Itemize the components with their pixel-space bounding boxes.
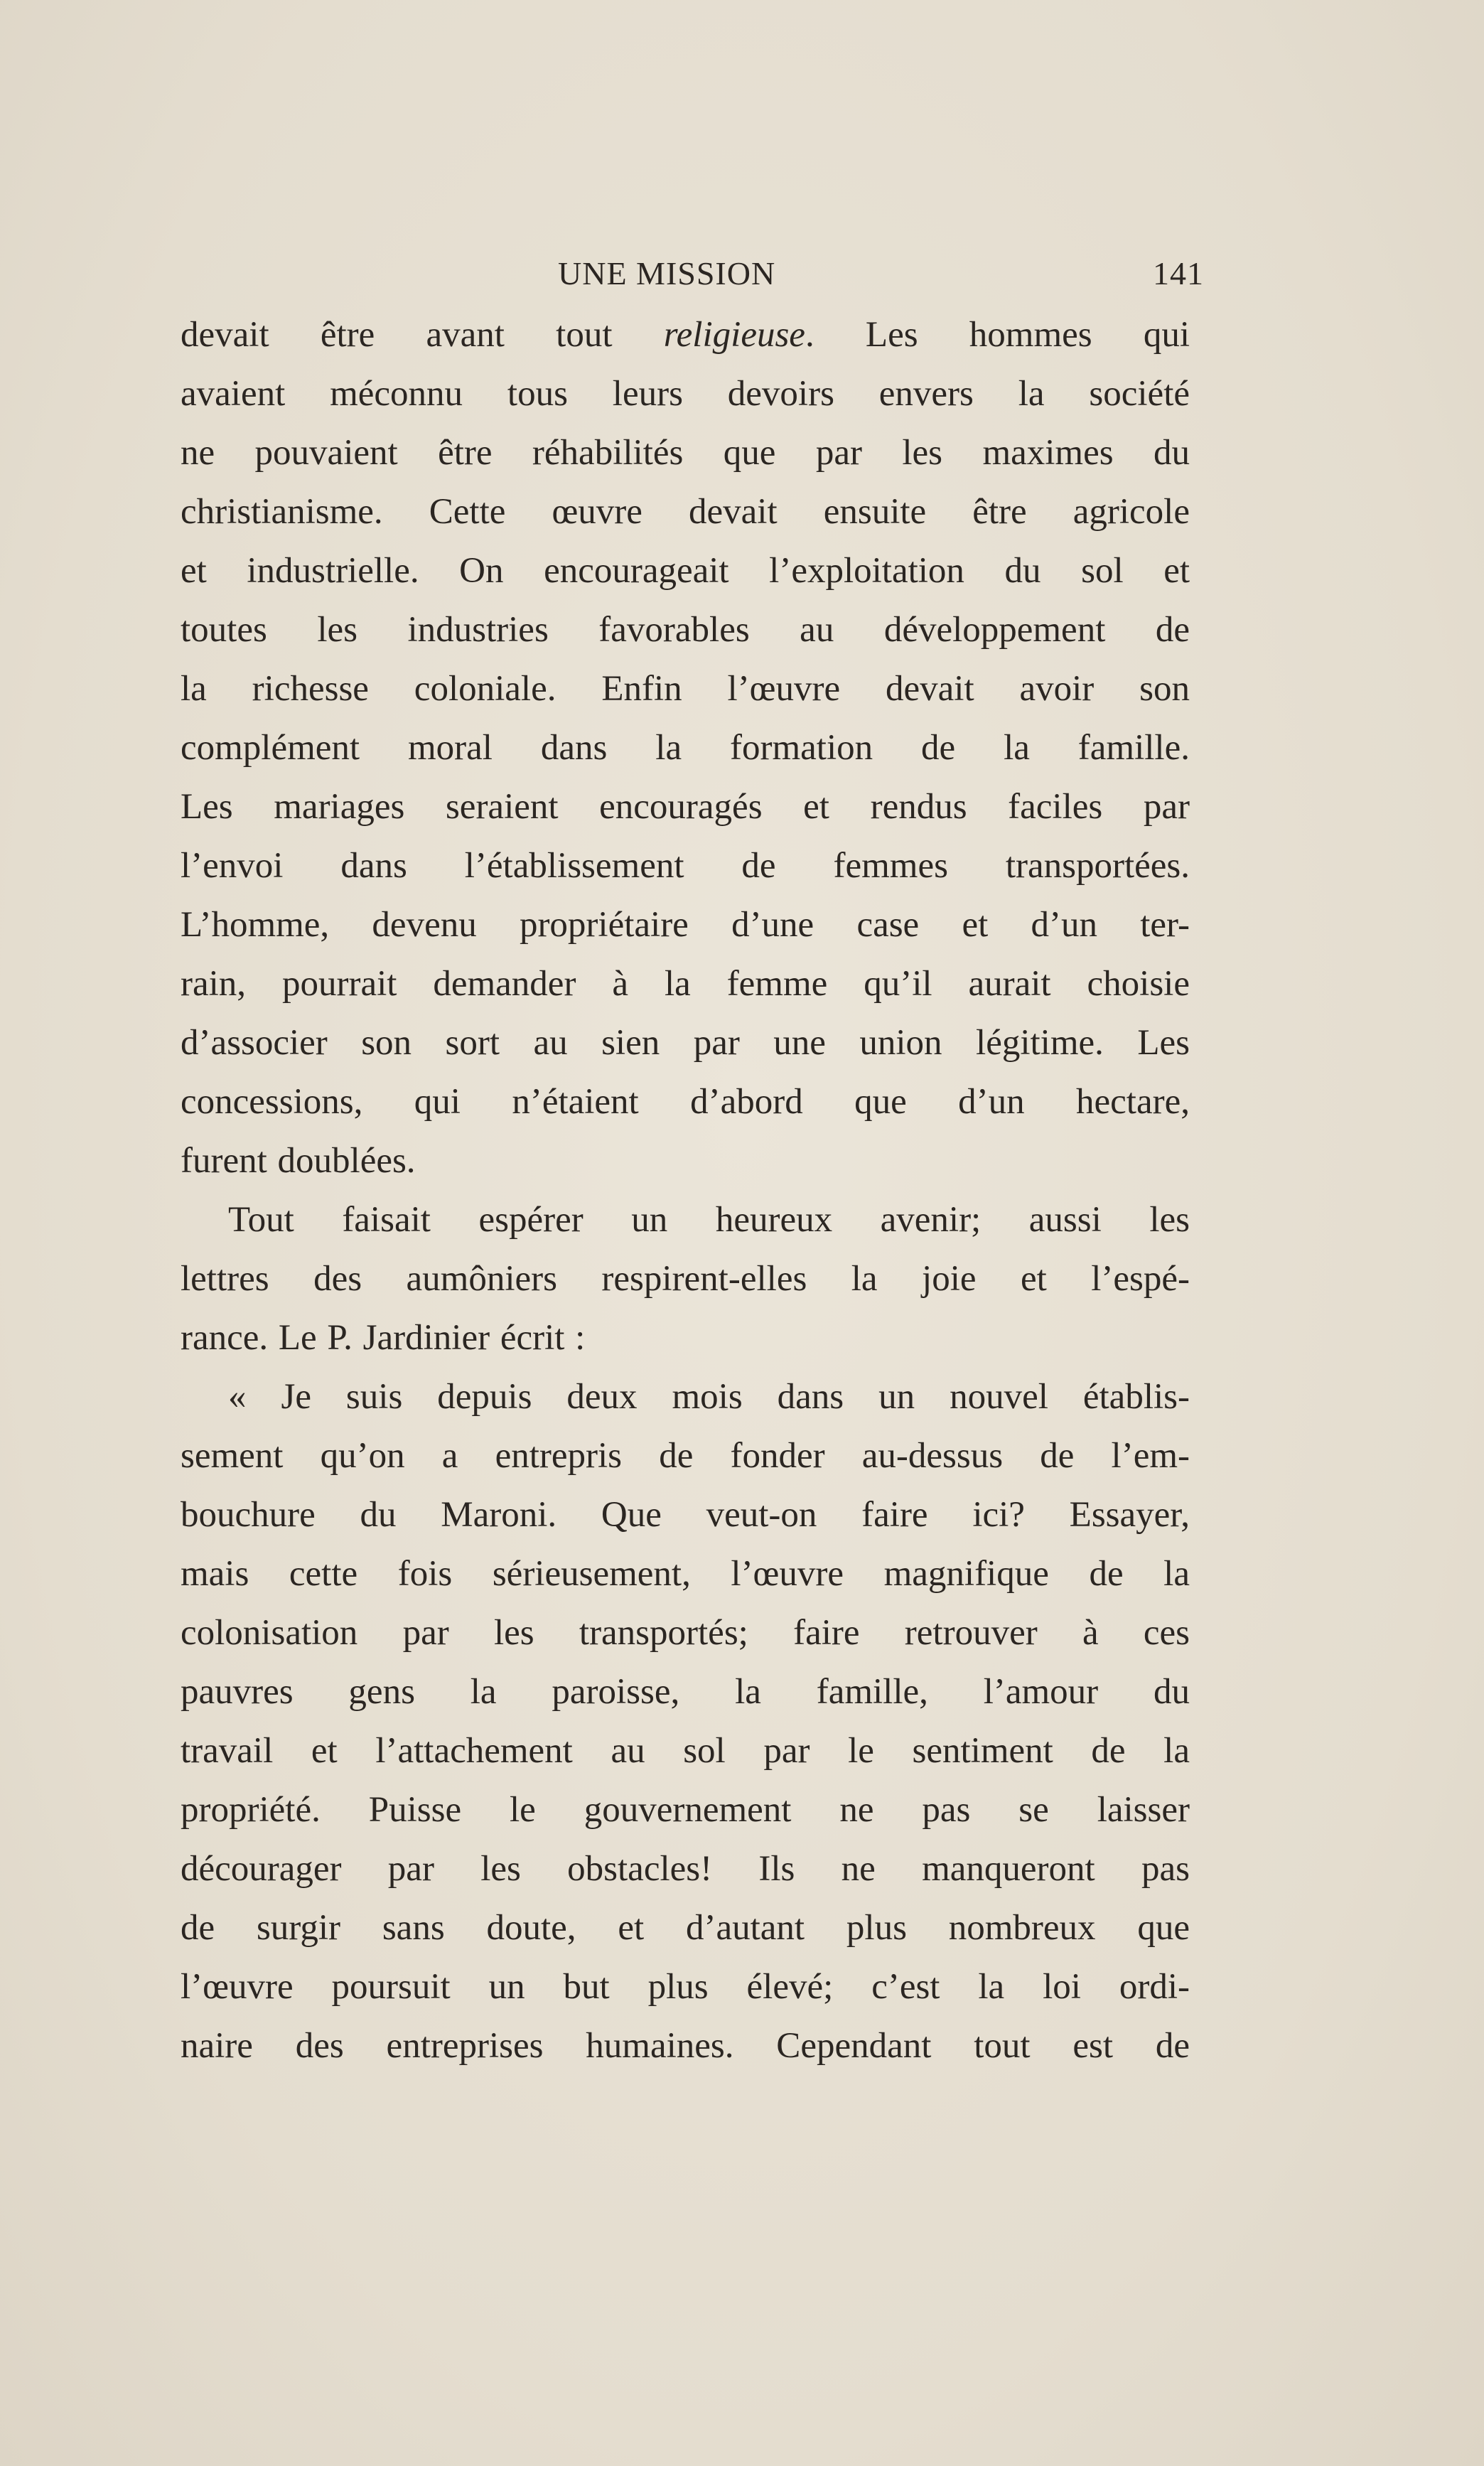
line-text: concessions, qui n’étaient d’abord que d’un hectare, [181,1082,1190,1122]
line-text: lettres des aumôniers respirent-elles la joie et l’espé- [181,1259,1190,1299]
line-text: bouchure du Maroni. Que veut-on faire ici? Essayer, [181,1495,1190,1535]
text-line [181,1372,1190,1431]
line-text: de surgir sans doute, et d’autant plus nombreux que [181,1908,1190,1948]
text-line [181,841,1190,900]
text-line [181,310,1190,369]
text-line [181,723,1190,782]
line-text: pauvres gens la paroisse, la famille, l’amour du [181,1672,1190,1712]
text-line [181,1608,1190,1667]
line-text: travail et l’attachement au sol par le sentiment de la [181,1731,1190,1771]
text-line [181,1962,1190,2021]
line-text: l’œuvre poursuit un but plus élevé; c’est la loi ordi- [181,1967,1190,2007]
text-line [181,900,1190,959]
text-line [181,1549,1190,1608]
line-text: L’homme, devenu propriétaire d’une case et d’un ter- [181,905,1190,945]
line-text: propriété. Puisse le gouvernement ne pas se laisser [181,1790,1190,1830]
text-line [181,1490,1190,1549]
text-line [181,1313,1190,1372]
line-text: sement qu’on a entrepris de fonder au-dessus de l’em- [181,1436,1190,1476]
line-text: décourager par les obstacles! Ils ne manqueront pas [181,1849,1190,1889]
line-text: la richesse coloniale. Enfin l’œuvre devait avoir son [181,669,1190,709]
page-number: 141 [1153,255,1204,291]
line-text: avaient méconnu tous leurs devoirs envers la société [181,374,1190,414]
text-line [181,1431,1190,1490]
line-text: rain, pourrait demander à la femme qu’il aurait choisie [181,964,1190,1004]
text-line [181,487,1190,546]
line-text: Les mariages seraient encouragés et rendus faciles par [181,787,1190,827]
line-text: ne pouvaient être réhabilités que par les maximes du [181,433,1190,473]
text-line [181,1195,1190,1254]
text-line [181,1136,1190,1195]
body-text [181,310,1190,2080]
line-text: devait être avant tout [181,315,664,355]
line-text: d’associer son sort au sien par une union légitime. Les [181,1023,1190,1063]
line-text: rance. Le P. Jardinier écrit : [181,1318,586,1358]
text-line [181,959,1190,1018]
line-text: mais cette fois sérieusement, l’œuvre magnifique de la [181,1554,1190,1594]
text-line [181,664,1190,723]
text-line [181,1903,1190,1962]
line-text: furent doublées. [181,1141,416,1181]
text-line [181,782,1190,841]
line-text: toutes les industries favorables au développement de [181,610,1190,650]
line-text: « Je suis depuis deux mois dans un nouvel établis- [228,1377,1190,1417]
line-text: christianisme. Cette œuvre devait ensuite être agricole [181,492,1190,532]
line-text: l’envoi dans l’établissement de femmes transportées. [181,846,1190,886]
text-line [181,428,1190,487]
line-text: et industrielle. On encourageait l’exploitation du sol et [181,551,1190,591]
italic-word: religieuse [663,315,805,355]
running-head: UNE MISSION [558,255,776,291]
text-line [181,1785,1190,1844]
text-line [181,369,1190,428]
text-line [181,1254,1190,1313]
text-line [181,605,1190,664]
line-text-after: . Les hommes qui [805,315,1190,355]
text-line [181,1844,1190,1903]
line-text: Tout faisait espérer un heureux avenir; aussi les [228,1200,1190,1240]
text-line [181,2021,1190,2080]
text-line [181,1018,1190,1077]
line-text: colonisation par les transportés; faire retrouver à ces [181,1613,1190,1653]
text-line [181,1726,1190,1785]
text-line [181,1077,1190,1136]
text-line [181,546,1190,605]
line-text: complément moral dans la formation de la famille. [181,728,1190,768]
text-line [181,1667,1190,1726]
line-text: naire des entreprises humaines. Cependant tout est de [181,2026,1190,2066]
